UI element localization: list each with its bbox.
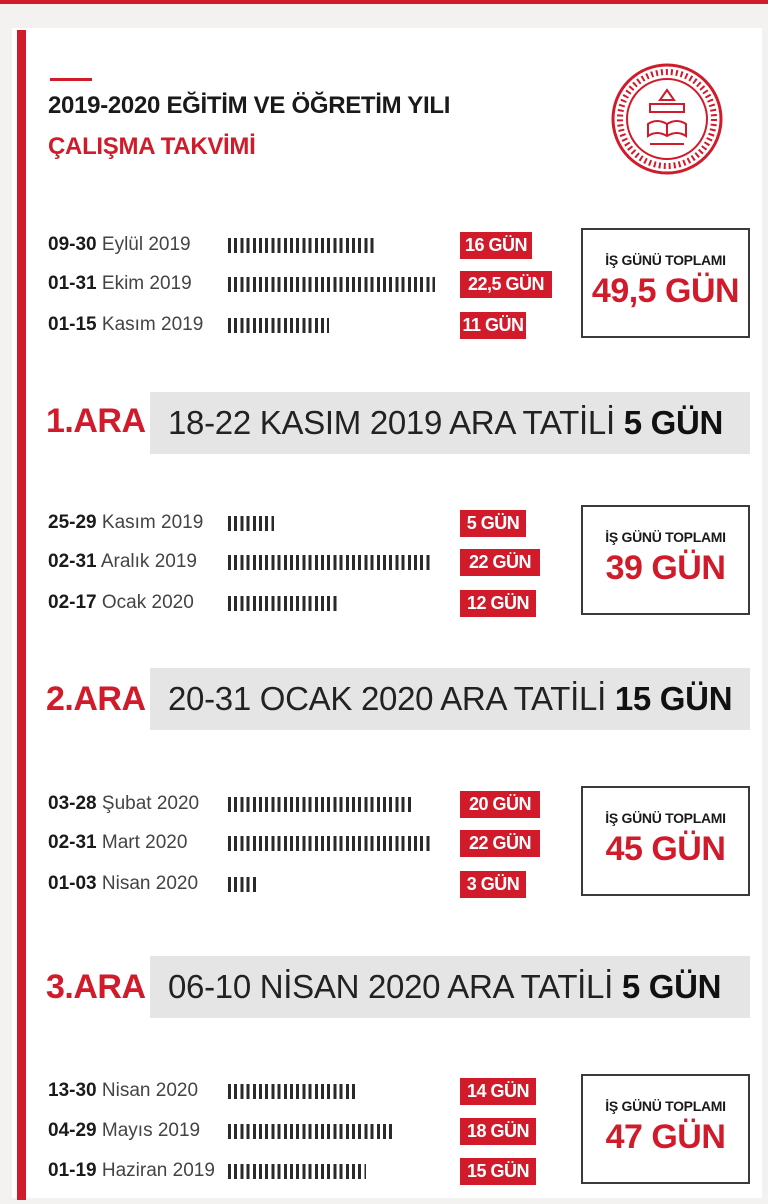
month-label: Nisan 2020 — [101, 873, 199, 894]
day-count-badge: 5 GÜN — [460, 510, 526, 537]
day-ticks — [228, 1084, 357, 1099]
total-value: 39 GÜN — [605, 549, 726, 587]
day-count-badge: 18 GÜN — [460, 1118, 536, 1145]
day-ticks — [228, 555, 430, 570]
total-label: İŞ GÜNÜ TOPLAMI — [605, 1098, 726, 1114]
break-days: 5 GÜN — [623, 404, 724, 441]
day-count-badge: 22 GÜN — [460, 830, 540, 857]
date-range: 01-19 — [48, 1160, 97, 1181]
month-label: Kasım 2019 — [101, 512, 204, 533]
total-label: İŞ GÜNÜ TOPLAMI — [605, 529, 726, 545]
page-title: 2019-2020 EĞİTİM VE ÖĞRETİM YILI — [48, 92, 451, 119]
day-count-badge: 22,5 GÜN — [460, 271, 552, 298]
date-range: 13-30 — [48, 1080, 97, 1101]
month-label: Kasım 2019 — [101, 314, 204, 335]
date-range: 03-28 — [48, 793, 97, 814]
month-label: Ocak 2020 — [101, 592, 194, 613]
title-accent-line — [50, 78, 92, 81]
break-label: 1.ARA — [46, 402, 146, 440]
day-ticks — [228, 596, 338, 611]
break-days: 15 GÜN — [614, 680, 733, 717]
day-count-badge: 11 GÜN — [460, 312, 526, 339]
day-ticks — [228, 836, 430, 851]
day-ticks — [228, 1124, 394, 1139]
date-range: 01-31 — [48, 273, 97, 294]
date-range: 02-31 — [48, 832, 97, 853]
day-ticks — [228, 516, 274, 531]
day-count-badge: 3 GÜN — [460, 871, 526, 898]
date-range: 09-30 — [48, 234, 97, 255]
month-label: Nisan 2020 — [101, 1080, 199, 1101]
break-text: 18-22 KASIM 2019 ARA TATİLİ — [168, 404, 615, 441]
date-range: 04-29 — [48, 1120, 97, 1141]
break-band — [150, 668, 750, 730]
day-ticks — [228, 797, 412, 812]
month-label: Mart 2020 — [101, 832, 188, 853]
total-box — [581, 228, 750, 338]
date-range: 02-17 — [48, 592, 97, 613]
date-range: 25-29 — [48, 512, 97, 533]
month-label: Şubat 2020 — [101, 793, 200, 814]
date-range: 01-15 — [48, 314, 97, 335]
day-ticks — [228, 1164, 366, 1179]
day-ticks — [228, 277, 435, 292]
month-label: Mayıs 2019 — [101, 1120, 201, 1141]
day-count-badge: 16 GÜN — [460, 232, 532, 259]
total-label: İŞ GÜNÜ TOPLAMI — [605, 810, 726, 826]
break-band — [150, 392, 750, 454]
day-ticks — [228, 318, 329, 333]
total-label: İŞ GÜNÜ TOPLAMI — [605, 252, 726, 268]
total-box — [581, 1074, 750, 1184]
month-label: Aralık 2019 — [100, 551, 197, 572]
day-count-badge: 20 GÜN — [460, 791, 540, 818]
top-accent-line — [0, 0, 768, 4]
month-label: Haziran 2019 — [101, 1160, 215, 1181]
day-count-badge: 22 GÜN — [460, 549, 540, 576]
month-label: Eylül 2019 — [101, 234, 191, 255]
break-label: 3.ARA — [46, 968, 146, 1006]
total-box — [581, 786, 750, 896]
total-value: 45 GÜN — [605, 830, 726, 868]
day-count-badge: 14 GÜN — [460, 1078, 536, 1105]
break-band — [150, 956, 750, 1018]
month-label: Ekim 2019 — [101, 273, 192, 294]
break-text: 20-31 OCAK 2020 ARA TATİLİ — [168, 680, 606, 717]
total-value: 49,5 GÜN — [591, 272, 740, 310]
meb-seal-icon — [610, 62, 724, 176]
day-count-badge: 12 GÜN — [460, 590, 536, 617]
day-ticks — [228, 238, 375, 253]
break-text: 06-10 NİSAN 2020 ARA TATİLİ — [168, 968, 613, 1005]
date-range: 01-03 — [48, 873, 97, 894]
left-accent-bar — [17, 30, 26, 1200]
day-count-badge: 15 GÜN — [460, 1158, 536, 1185]
total-box — [581, 505, 750, 615]
date-range: 02-31 — [48, 551, 97, 572]
break-days: 5 GÜN — [621, 968, 722, 1005]
total-value: 47 GÜN — [605, 1118, 726, 1156]
page-subtitle: ÇALIŞMA TAKVİMİ — [48, 133, 256, 160]
break-label: 2.ARA — [46, 680, 146, 718]
day-ticks — [228, 877, 256, 892]
